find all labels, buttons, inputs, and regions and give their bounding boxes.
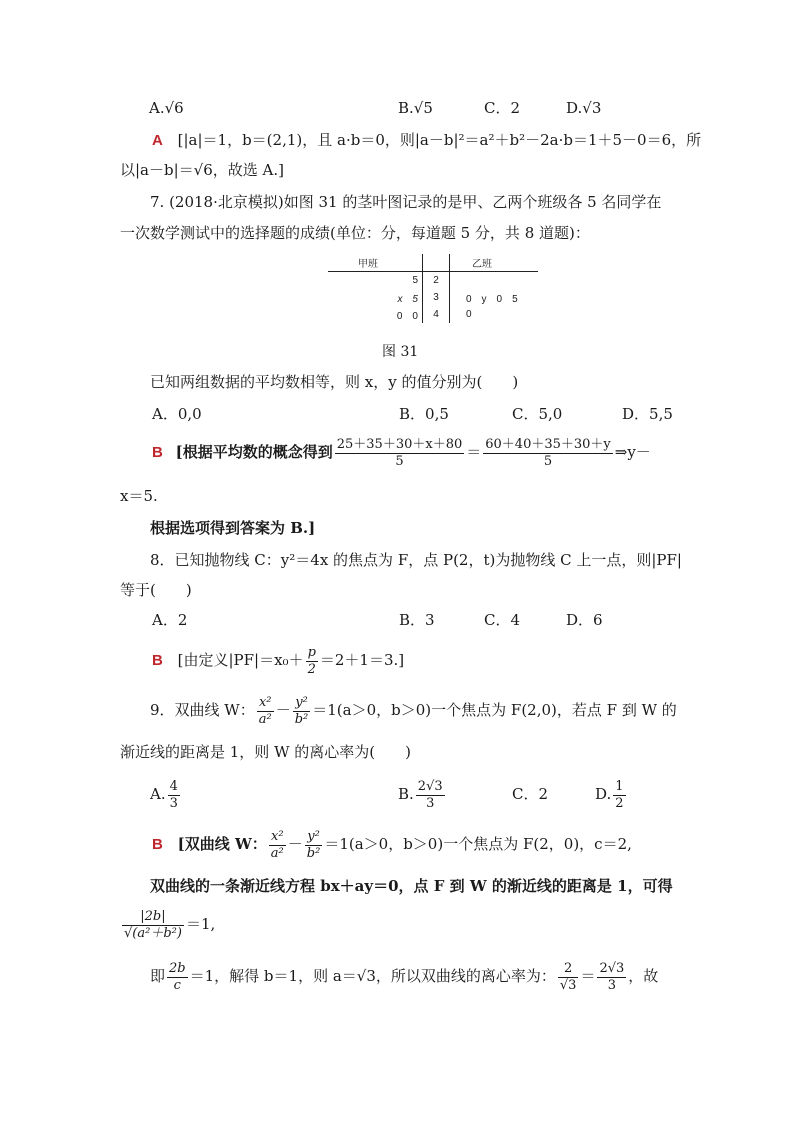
q8-question-line2: 等于( ) <box>120 581 192 599</box>
q6-solution-line2: 以|a－b|＝√6，故选 A.] <box>120 161 284 179</box>
q7-option-c: C．5,0 <box>512 405 563 423</box>
q9-solution-line1 <box>152 826 632 863</box>
q9-sol4-mid: ＝1，解得 b＝1，则 a＝√3，所以双曲线的离心率为： <box>189 967 556 985</box>
q9-answer-letter: B <box>152 836 163 853</box>
q9-sol4-fraction-1-numerator: 2b <box>169 960 186 976</box>
q9-fraction-x-numerator: x² <box>257 695 274 712</box>
stem-row-left-leaves: 5 <box>412 275 418 286</box>
q9-solution-fraction-y-numerator: y² <box>305 829 323 846</box>
q7-fraction-b-numerator: 60＋40＋35＋30＋y <box>485 436 611 452</box>
stem-row-right-leaves: 0 <box>466 309 472 320</box>
q8-solution-prefix: [由定义|PF|＝x₀＋ <box>177 651 304 669</box>
stem-row <box>328 289 538 306</box>
q7-solution-suffix: ⇒y－ <box>614 443 651 461</box>
q7-solution-line1 <box>152 434 651 471</box>
q7-fraction-class-a <box>335 437 465 470</box>
stem-row-stem: 2 <box>423 272 450 290</box>
q9-solution-line2: 双曲线的一条渐近线方程 bx＋ay＝0，点 F 到 W 的渐近线的距离是 1，可得 <box>150 877 673 895</box>
q9-sol4-fraction-3-numerator: 2√3 <box>599 960 625 976</box>
q6-solution-text: [|a|＝1，b＝(2,1)，且 a·b＝0，则|a－b|²＝a²＋b²－2a·b＝1＋5－0＝6，所 <box>177 131 702 149</box>
q9-sol4-fraction-2-numerator: 2 <box>558 961 579 978</box>
q7-fraction-a-numerator: 25＋35＋30＋x＋80 <box>336 436 463 452</box>
q9-question-line1 <box>150 692 677 728</box>
q9-option-a <box>150 776 182 812</box>
q7-solution-line2: x＝5. <box>120 487 158 505</box>
q9-solution-fraction-y <box>305 829 323 862</box>
q6-answer-letter: A <box>152 132 163 149</box>
q8-fraction-numerator: p <box>307 644 316 660</box>
q9-distance-denominator: √(a²＋b²) <box>124 925 182 941</box>
q7-question-line1: 7. (2018·北京模拟)如图 31 的茎叶图记录的是甲、乙两个班级各 5 名同学在 <box>150 193 662 211</box>
q9-option-a-numerator: 4 <box>169 778 178 794</box>
q7-solution-line3: 根据选项得到答案为 B.] <box>150 519 316 537</box>
q6-solution-line1 <box>152 130 701 151</box>
q8-fraction-denominator: 2 <box>307 661 316 677</box>
q8-option-a: A．2 <box>152 611 188 629</box>
q9-option-b-numerator: 2√3 <box>417 778 443 794</box>
stem-row <box>328 272 538 290</box>
stem-row-stem: 3 <box>423 289 450 306</box>
q7-fraction-b-denominator: 5 <box>543 453 553 469</box>
q9-option-a-label: A. <box>150 785 166 803</box>
q7-fraction-class-b <box>483 437 613 470</box>
stem-leaf-plot <box>328 254 538 323</box>
q7-option-a: A．0,0 <box>152 405 202 423</box>
q9-sol4-fraction-3-denominator: 3 <box>607 977 617 993</box>
q9-sol4-equals: ＝ <box>580 967 596 985</box>
q9-fraction-y-numerator: y² <box>293 695 311 712</box>
q8-solution <box>152 642 404 679</box>
stem-row-right-leaves <box>450 272 539 290</box>
q9-option-a-denominator: 3 <box>169 795 178 811</box>
stem-row <box>328 306 538 323</box>
q9-distance-suffix: ＝1, <box>185 915 216 933</box>
stem-row-left-leaves: 0 0 <box>396 311 418 322</box>
q9-question-line2: 渐近线的距离是 1，则 W 的离心率为( ) <box>120 743 411 761</box>
q8-option-d: D．6 <box>566 611 603 629</box>
stem-header-class-a: 甲班 <box>358 259 378 270</box>
q7-question-line2: 一次数学测试中的选择题的成绩(单位：分，每道题 5 分，共 8 道题)： <box>120 224 590 242</box>
q9-option-d-fraction <box>613 779 625 812</box>
q9-solution-suffix: ＝1(a＞0，b＞0)一个焦点为 F(2，0)，c＝2, <box>324 835 632 853</box>
q9-sol4-suffix: ，故 <box>628 967 659 985</box>
q7-fraction-a-denominator: 5 <box>395 453 404 469</box>
q9-solution-fraction-x-numerator: x² <box>269 829 286 846</box>
q6-option-b: B.√5 <box>398 99 433 117</box>
q9-option-d-label: D. <box>595 785 612 803</box>
q9-sol4-prefix: 即 <box>150 967 166 985</box>
q8-question-line1: 8．已知抛物线 C：y²＝4x 的焦点为 F，点 P(2，t)为抛物线 C 上一点，则|PF| <box>150 551 682 569</box>
q9-solution-fraction-x <box>269 829 286 862</box>
q9-option-d-denominator: 2 <box>615 795 624 811</box>
q8-solution-suffix: ＝2＋1＝3.] <box>319 651 405 669</box>
stem-row-stem: 4 <box>423 306 450 323</box>
q7-option-b: B．0,5 <box>399 405 449 423</box>
q7-answer-letter: B <box>152 444 163 461</box>
q9-solution-prefix: [双曲线 W： <box>177 835 267 853</box>
q7-option-d: D．5,5 <box>622 405 673 423</box>
q9-suffix: ＝1(a＞0，b＞0)一个焦点为 F(2,0)，若点 F 到 W 的 <box>312 701 677 719</box>
q9-sol4-fraction-1-denominator: c <box>173 977 181 993</box>
q8-option-b: B．3 <box>399 611 435 629</box>
q9-sol4-fraction-3 <box>597 961 626 994</box>
q9-solution-minus: － <box>287 835 303 853</box>
stem-row-left-leaves: x 5 <box>397 294 418 305</box>
q6-option-c: C．2 <box>484 99 521 117</box>
q9-fraction-y <box>293 695 311 728</box>
q9-sol4-fraction-2-denominator: √3 <box>559 977 577 993</box>
q9-fraction-y-denominator: b² <box>294 711 309 727</box>
q9-minus: － <box>275 701 291 719</box>
q6-option-a: A.√6 <box>149 99 184 117</box>
q9-option-b-denominator: 3 <box>426 795 435 811</box>
q9-solution-fraction-x-denominator: a² <box>270 845 284 861</box>
q9-option-a-fraction <box>168 779 180 812</box>
q9-option-d-numerator: 1 <box>615 778 624 794</box>
q9-solution-line4 <box>150 956 658 996</box>
q9-option-b-label: B. <box>398 785 414 803</box>
q9-prefix: 9．双曲线 W： <box>150 701 255 719</box>
stem-row-right-leaves: 0 y 0 5 <box>466 294 518 305</box>
q8-answer-letter: B <box>152 652 163 669</box>
q8-option-c: C．4 <box>484 611 521 629</box>
q9-distance-fraction <box>122 909 184 942</box>
q6-option-d: D.√3 <box>566 99 602 117</box>
q9-solution-line3 <box>120 904 215 944</box>
q9-fraction-x <box>257 695 274 728</box>
q9-option-c: C．2 <box>512 785 549 803</box>
q9-option-b-fraction <box>416 779 445 812</box>
q8-fraction <box>306 645 318 678</box>
stem-header-stem <box>423 254 450 272</box>
q9-sol4-fraction-2 <box>558 961 579 994</box>
stem-header-class-b: 乙班 <box>472 259 492 270</box>
q7-question-text: 已知两组数据的平均数相等，则 x，y 的值分别为( ) <box>150 373 519 391</box>
q9-option-b <box>398 776 447 812</box>
q7-solution-prefix: [根据平均数的概念得到 <box>175 443 333 461</box>
figure-caption: 图 31 <box>382 344 419 360</box>
q9-option-d <box>595 776 628 812</box>
q9-sol4-fraction-1 <box>167 961 188 994</box>
q9-fraction-x-denominator: a² <box>258 711 272 727</box>
q9-distance-numerator: |2b| <box>122 909 184 926</box>
q9-solution-fraction-y-denominator: b² <box>306 845 321 861</box>
q7-equals: ＝ <box>466 443 482 461</box>
